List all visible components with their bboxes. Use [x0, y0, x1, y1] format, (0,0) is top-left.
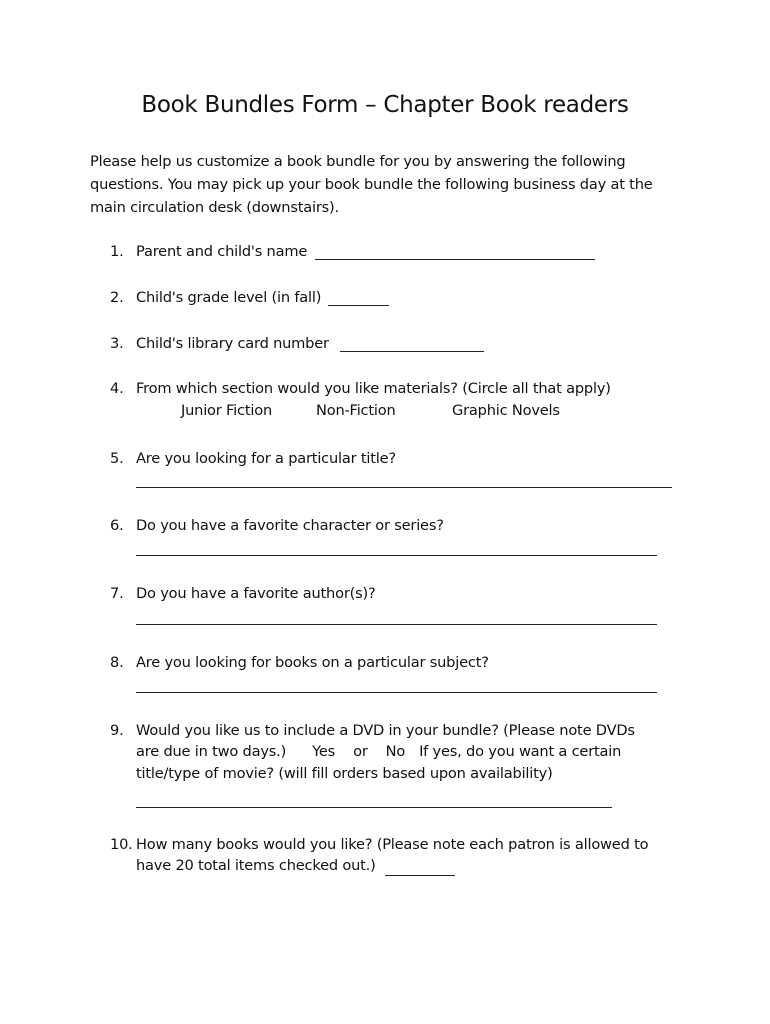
option-no[interactable]: No [385, 743, 406, 760]
question-text: are due in two days.) [136, 743, 287, 760]
intro-paragraph: Please help us customize a book bundle for you by answering the following questions. You may pick up your book bundle the following business day at the main circulation desk (downstairs). [90, 153, 653, 216]
question-text: From which section would you like materials? (Circle all that apply) [136, 380, 611, 397]
book-count-blank[interactable] [385, 875, 455, 876]
question-text: How many books would you like? (Please note each patron is allowed to [136, 836, 649, 853]
question-text: Do you have a favorite author(s)? [136, 585, 376, 602]
question-number: 4. [110, 380, 124, 397]
favorite-character-blank[interactable] [136, 555, 657, 556]
grade-level-blank[interactable] [328, 305, 389, 306]
question-text: Do you have a favorite character or series? [136, 517, 444, 534]
option-non-fiction[interactable]: Non-Fiction [316, 402, 396, 419]
question-number: 3. [110, 335, 124, 352]
question-number: 2. [110, 289, 124, 306]
question-text: Child's grade level (in fall) [136, 289, 322, 306]
question-5 [110, 448, 396, 471]
question-9-line-2 [136, 743, 621, 760]
particular-title-blank[interactable] [136, 487, 672, 488]
question-text: Would you like us to include a DVD in your bundle? (Please note DVDs [136, 722, 635, 739]
option-junior-fiction[interactable]: Junior Fiction [181, 402, 272, 419]
question-number: 10. [110, 836, 133, 853]
option-graphic-novels[interactable]: Graphic Novels [452, 402, 560, 419]
question-number: 8. [110, 654, 124, 671]
particular-subject-blank[interactable] [136, 692, 657, 693]
dvd-title-blank[interactable] [136, 807, 612, 808]
option-yes[interactable]: Yes [312, 743, 336, 760]
question-text: If yes, do you want a certain [419, 743, 622, 760]
question-10 [110, 834, 648, 857]
question-4 [110, 378, 611, 401]
question-8 [110, 652, 489, 675]
question-number: 6. [110, 517, 124, 534]
question-text: Are you looking for a particular title? [136, 450, 396, 467]
question-text: Child's library card number [136, 335, 329, 352]
question-6 [110, 515, 444, 538]
question-text: Parent and child's name [136, 243, 308, 260]
question-text: Are you looking for books on a particular subject? [136, 654, 489, 671]
question-9 [110, 720, 635, 743]
question-number: 5. [110, 450, 124, 467]
form-title: Book Bundles Form – Chapter Book readers [141, 92, 629, 118]
question-9-line-3: title/type of movie? (will fill orders based upon availability) [136, 765, 553, 782]
question-number: 7. [110, 585, 124, 602]
parent-child-name-blank[interactable] [315, 259, 595, 260]
question-number: 1. [110, 243, 124, 260]
question-7 [110, 583, 376, 606]
question-text: have 20 total items checked out.) [136, 857, 376, 874]
question-10-line-2 [136, 857, 376, 874]
question-3 [110, 333, 329, 356]
question-number: 9. [110, 722, 124, 739]
library-card-blank[interactable] [340, 351, 484, 352]
or-text: or [353, 743, 368, 760]
question-2 [110, 287, 321, 310]
question-1 [110, 241, 307, 264]
favorite-author-blank[interactable] [136, 624, 657, 625]
